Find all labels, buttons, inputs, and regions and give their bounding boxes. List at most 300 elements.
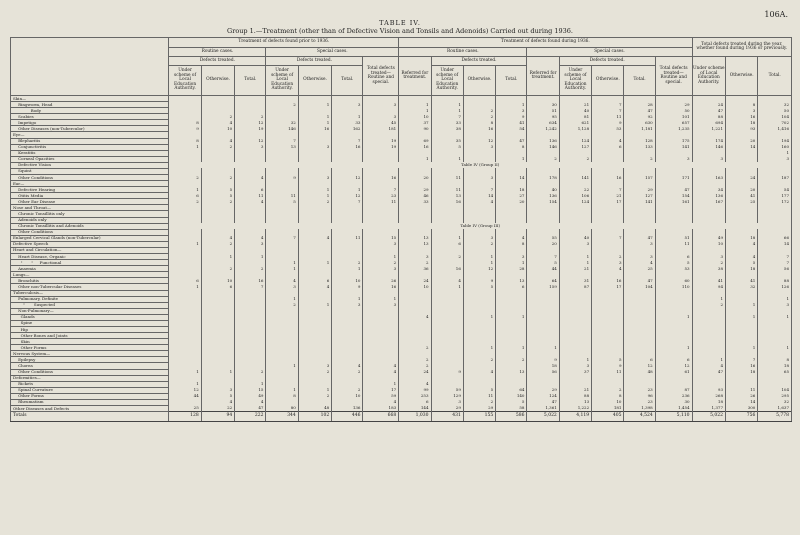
table-cell: 9 [463, 278, 495, 284]
table-cell: 47 [624, 235, 655, 241]
table-cell: 58 [496, 405, 527, 411]
table-cell: 146 [527, 144, 559, 150]
table-cell: 88 [692, 114, 725, 120]
table-cell: 3 [298, 144, 331, 150]
row-label: Heart and Circulation— [11, 247, 169, 253]
table-cell: 1 [169, 241, 201, 247]
table-cell: 2 [399, 260, 431, 266]
table-cell: 24 [726, 175, 758, 181]
table-cell: 11 [592, 369, 624, 375]
table-cell: 3 [559, 241, 591, 247]
table-cell: 127 [624, 193, 655, 199]
table-cell: 17 [363, 387, 399, 393]
table-cell: 3 [692, 156, 725, 162]
table-cell: 13 [399, 235, 431, 241]
table-cell: 6 [592, 144, 624, 150]
table-cell: 1 [496, 314, 527, 320]
table-cell: 1 [726, 345, 758, 351]
table-cell: 28 [624, 102, 655, 108]
table-cell: 141 [624, 199, 655, 205]
table-cell: 3 [463, 175, 495, 181]
row-label: Chorea [11, 363, 169, 369]
table-cell: 1 [363, 254, 399, 260]
table-cell: 12 [169, 387, 201, 393]
totals-cell: 1,030 [399, 412, 431, 422]
table-cell: 32 [758, 102, 792, 108]
page-number: 106A. [764, 10, 788, 19]
table-cell: 1 [758, 314, 792, 320]
table-cell: 1 [266, 266, 298, 272]
header-otherwise-4: Otherwise. [592, 66, 624, 96]
table-cell: 1,637 [758, 405, 792, 411]
table-cell: 96 [624, 393, 655, 399]
table-cell: 6 [496, 284, 527, 290]
table-cell: 1 [692, 357, 725, 363]
table-cell: 1 [692, 296, 725, 302]
table-cell: 22 [559, 187, 591, 193]
table-cell: 2 [399, 345, 431, 351]
row-span-note: Table IV (Group III) [169, 223, 792, 229]
table-cell: 4 [592, 266, 624, 272]
table-cell: 17 [592, 284, 624, 290]
table-cell: 21 [592, 193, 624, 199]
totals-cell: 5,022 [692, 412, 725, 422]
table-cell: 7 [592, 187, 624, 193]
table-cell: 2 [235, 266, 266, 272]
row-label: Chronic Tonsillitis only [11, 211, 169, 217]
totals-row [11, 412, 792, 422]
table-cell: 3 [758, 156, 792, 162]
totals-label: Totals [11, 412, 169, 422]
table-cell: 2 [399, 363, 431, 369]
table-cell: 12 [463, 138, 495, 144]
table-cell: 157 [624, 175, 655, 181]
table-cell: 8 [496, 241, 527, 247]
table-cell: 61 [655, 369, 692, 375]
table-cell: 295 [758, 393, 792, 399]
table-cell: 87 [559, 284, 591, 290]
row-label: Spinal Curvature [11, 387, 169, 393]
row-label: Scabies [11, 114, 169, 120]
table-cell: 1 [463, 260, 495, 266]
table-cell: 9 [431, 369, 463, 375]
table-cell: 181 [363, 126, 399, 132]
table-cell: 1 [527, 345, 559, 351]
table-cell: 47 [624, 108, 655, 114]
row-label: Corneal Opacities [11, 156, 169, 162]
table-cell: 29 [527, 387, 559, 393]
table-cell: 11 [332, 235, 363, 241]
table-cell: 9 [266, 175, 298, 181]
table-cell: 2 [463, 114, 495, 120]
table-cell: 7 [431, 114, 463, 120]
table-cell: 2 [235, 369, 266, 375]
table-cell: 23 [624, 399, 655, 405]
table-cell: 10 [399, 114, 431, 120]
table-cell: 2 [463, 241, 495, 247]
table-cell: 9 [496, 114, 527, 120]
table-cell: 154 [655, 193, 692, 199]
table-cell: 4 [201, 120, 234, 126]
table-cell: 4 [726, 241, 758, 247]
row-label: Tuberculosis— [11, 290, 169, 296]
table-cell: 2 [431, 254, 463, 260]
table-cell: 1,128 [559, 126, 591, 132]
table-cell: 194 [758, 138, 792, 144]
table-cell: 1 [332, 114, 363, 120]
table-cell: 2 [399, 357, 431, 363]
table-cell: 1 [298, 120, 331, 126]
table-cell: 1 [431, 235, 463, 241]
table-cell: 53 [655, 266, 692, 272]
table-cell: 1 [496, 102, 527, 108]
table-cell: 9 [592, 120, 624, 126]
table-cell: 37 [399, 120, 431, 126]
table-cell: 6 [169, 193, 201, 199]
table-cell: 16 [332, 144, 363, 150]
table-cell: 9 [169, 126, 201, 132]
table-cell: 21 [559, 266, 591, 272]
table-cell: 16 [399, 144, 431, 150]
table-cell: 11 [592, 114, 624, 120]
table-cell: 25 [624, 266, 655, 272]
table-cell: 1 [463, 345, 495, 351]
table-cell: 26 [726, 393, 758, 399]
table-cell: 183 [363, 405, 399, 411]
table-cell: 3 [332, 302, 363, 308]
row-label: Chronic Tonsillitis and Adenoids [11, 223, 169, 229]
table-cell: 54 [496, 126, 527, 132]
table-cell: 16 [726, 363, 758, 369]
totals-cell: 344 [266, 412, 298, 422]
table-cell: 24 [399, 278, 431, 284]
table-cell: 1 [363, 381, 399, 387]
header-under-scheme-5: Under scheme of Local Education Authority. [692, 57, 725, 96]
table-cell: 1,416 [758, 126, 792, 132]
table-cell: 174 [692, 138, 725, 144]
table-cell: 12 [332, 175, 363, 181]
table-cell: 3 [201, 387, 234, 393]
table-cell: 621 [559, 120, 591, 126]
table-cell: 1,361 [527, 405, 559, 411]
table-cell: 144 [399, 405, 431, 411]
table-cell: 88 [559, 393, 591, 399]
table-cell: 124 [527, 393, 559, 399]
table-cell: 1 [266, 260, 298, 266]
totals-cell: 5,778 [758, 412, 792, 422]
table-cell: 694 [692, 120, 725, 126]
header-otherwise-3: Otherwise. [463, 66, 495, 96]
table-cell: 49 [692, 235, 725, 241]
totals-cell: 94 [201, 412, 234, 422]
table-cell: 4 [463, 199, 495, 205]
row-label: Pulmonary, Definite [11, 296, 169, 302]
table-cell: 16 [363, 284, 399, 290]
header-during-routine: Routine cases. [399, 48, 527, 57]
table-cell: 6 [298, 278, 331, 284]
table-cell: 5 [655, 260, 692, 266]
table-cell: 141 [559, 175, 591, 181]
table-cell: 8 [726, 102, 758, 108]
table-cell: 6 [655, 357, 692, 363]
table-cell: 3 [655, 156, 692, 162]
table-cell: 101 [655, 114, 692, 120]
table-cell: 1 [266, 363, 298, 369]
table-cell: 16 [726, 114, 758, 120]
table-cell: 7 [592, 102, 624, 108]
table-cell: 35 [431, 138, 463, 144]
table-cell: 11 [726, 387, 758, 393]
table-cell: 12 [332, 193, 363, 199]
table-cell: 1 [726, 314, 758, 320]
table-cell: 18 [726, 369, 758, 375]
table-cell: 36 [399, 266, 431, 272]
table-cell: 7 [527, 254, 559, 260]
table-cell: 1 [463, 314, 495, 320]
table-cell: 8 [463, 120, 495, 126]
table-cell: 1 [169, 144, 201, 150]
row-label: Other Forms [11, 393, 169, 399]
header-prior-special: Special cases. [266, 48, 399, 57]
table-cell: 2 [592, 254, 624, 260]
table-cell: 14 [496, 175, 527, 181]
table-cell: 253 [399, 393, 431, 399]
table-cell: 1,454 [655, 405, 692, 411]
table-cell: 11 [463, 393, 495, 399]
table-cell: 1 [431, 156, 463, 162]
table-cell: 7 [332, 199, 363, 205]
table-cell: 41 [496, 120, 527, 126]
table-cell: 12 [655, 363, 692, 369]
table-cell: 13 [266, 144, 298, 150]
table-cell: 47 [235, 405, 266, 411]
table-cell: 141 [655, 144, 692, 150]
table-cell: 30 [655, 399, 692, 405]
table-cell: 1 [758, 345, 792, 351]
table-cell: 93 [726, 126, 758, 132]
totals-cell: 4,524 [624, 412, 655, 422]
table-cell: 33 [332, 120, 363, 126]
table-cell: 2 [527, 156, 559, 162]
row-label: Squint [11, 168, 169, 174]
table-cell: 7 [463, 187, 495, 193]
table-cell: 5 [201, 193, 234, 199]
table-cell: 6 [624, 357, 655, 363]
table-cell: 4 [726, 254, 758, 260]
table-cell: 4 [201, 399, 234, 405]
table-cell: 7 [266, 138, 298, 144]
table-cell: 47 [527, 399, 559, 405]
table-cell: 4 [399, 381, 431, 387]
table-cell: 236 [655, 393, 692, 399]
table-cell: 6 [431, 241, 463, 247]
table-cell: 2 [235, 114, 266, 120]
table-cell: 1 [496, 345, 527, 351]
row-label: Enlarged Cervical Glands (non-Tubercular) [11, 235, 169, 241]
table-cell: 7 [726, 357, 758, 363]
table-cell: 4 [201, 235, 234, 241]
table-cell: 129 [431, 393, 463, 399]
table-cell: 2 [363, 260, 399, 266]
totals-cell: 5,110 [655, 412, 692, 422]
table-cell: 21 [559, 387, 591, 393]
table-cell: 4 [363, 399, 399, 405]
table-cell: 3 [592, 260, 624, 266]
table-cell: 14 [726, 144, 758, 150]
table-cell: 2 [298, 369, 331, 375]
table-cell: 2 [298, 199, 331, 205]
header-total-4: Total. [624, 66, 655, 96]
table-cell: 4 [399, 314, 431, 320]
table-cell: 136 [527, 193, 559, 199]
table-cell: 12 [235, 138, 266, 144]
table-cell: 4 [235, 175, 266, 181]
table-cell: 19 [235, 126, 266, 132]
table-cell: 56 [758, 266, 792, 272]
table-cell: 7 [332, 138, 363, 144]
table-cell: 50 [758, 108, 792, 114]
table-body [11, 96, 792, 422]
table-cell: 1 [201, 369, 234, 375]
table-cell: 10 [201, 126, 234, 132]
table-cell: 12 [624, 363, 655, 369]
table-cell: 1 [298, 193, 331, 199]
table-cell: 19 [363, 138, 399, 144]
table-cell: 5 [431, 144, 463, 150]
table-cell: 92 [624, 114, 655, 120]
table-cell: 159 [527, 284, 559, 290]
table-cell: 136 [527, 138, 559, 144]
table-cell: 29 [431, 405, 463, 411]
table-cell: 1 [431, 284, 463, 290]
table-cell: 175 [655, 138, 692, 144]
table-cell: 94 [692, 284, 725, 290]
table-cell: 1 [463, 254, 495, 260]
table-cell: 10 [332, 278, 363, 284]
table-cell: 4 [266, 278, 298, 284]
table-cell: 87 [655, 387, 692, 393]
table-cell: 154 [527, 199, 559, 205]
table-cell: 18 [726, 120, 758, 126]
row-label: Blepharitis [11, 138, 169, 144]
table-cell: 24 [399, 369, 431, 375]
table-cell: 95 [527, 114, 559, 120]
table-cell: 9 [527, 357, 559, 363]
row-label: Impetigo [11, 120, 169, 126]
table-cell: 8 [169, 120, 201, 126]
table-cell: 2 [169, 175, 201, 181]
table-cell: 11 [363, 199, 399, 205]
table-cell: 33 [399, 199, 431, 205]
table-cell: 1 [169, 284, 201, 290]
table-cell: 177 [758, 193, 792, 199]
table-cell: 3 [431, 399, 463, 405]
table-cell: 14 [758, 241, 792, 247]
table-cell: 18 [527, 363, 559, 369]
table-cell: 162 [332, 126, 363, 132]
row-label: Heart Disease, Organic [11, 254, 169, 260]
table-cell: 2 [201, 175, 234, 181]
table-title: TABLE IV. [379, 19, 421, 27]
table-cell: 26 [363, 278, 399, 284]
table-cell: 7 [592, 235, 624, 241]
table-cell: 59 [431, 387, 463, 393]
header-under-scheme-4: Under scheme of Local Education Authority. [559, 66, 591, 96]
table-cell: 300 [726, 405, 758, 411]
table-cell: 16 [363, 175, 399, 181]
header-total-3: Total. [496, 66, 527, 96]
row-label: Deformities— [11, 375, 169, 381]
table-cell: 17 [592, 199, 624, 205]
table-cell: 10 [592, 399, 624, 405]
table-cell: 64 [496, 387, 527, 393]
table-cell: 6 [201, 284, 234, 290]
table-cell: 126 [758, 284, 792, 290]
table-cell: 3 [298, 175, 331, 181]
table-cell: 128 [624, 138, 655, 144]
table-cell: 1 [559, 357, 591, 363]
table-cell: 1,242 [527, 126, 559, 132]
table-cell: 2 [332, 387, 363, 393]
table-cell: 3 [399, 254, 431, 260]
table-cell: 1 [169, 187, 201, 193]
table-cell: 48 [624, 369, 655, 375]
table-cell: 3 [363, 102, 399, 108]
header-total-defects: Total defects treated— Routine and special. [363, 57, 399, 96]
row-label: Adenoids only [11, 217, 169, 223]
table-cell: 2 [692, 260, 725, 266]
row-label: Skin— [11, 96, 169, 102]
row-label: Nervous System— [11, 351, 169, 357]
table-cell: 1 [298, 114, 331, 120]
table-cell: 59 [363, 393, 399, 399]
table-cell: 3 [496, 254, 527, 260]
table-cell: 7 [363, 187, 399, 193]
table-cell: 29 [655, 102, 692, 108]
table-cell: 3 [758, 302, 792, 308]
table-cell: 146 [692, 144, 725, 150]
table-cell: 12 [235, 120, 266, 126]
table-cell: 40 [527, 187, 559, 193]
row-label: Skin [11, 339, 169, 345]
table-cell: 1 [298, 260, 331, 266]
table-cell: 3 [624, 241, 655, 247]
table-cell: 1 [431, 102, 463, 108]
table-cell: 6 [235, 187, 266, 193]
table-cell: 51 [527, 108, 559, 114]
table-cell: 20 [527, 241, 559, 247]
row-label: Other Ear Disease [11, 199, 169, 205]
table-cell: 14 [726, 399, 758, 405]
table-cell: 16 [431, 266, 463, 272]
table-cell: 11 [235, 193, 266, 199]
table-cell: 4 [298, 284, 331, 290]
table-cell: 5 [463, 284, 495, 290]
header-defects-treated-1: Defects treated. [169, 57, 266, 66]
table-cell: 3 [726, 108, 758, 114]
table-cell: 25 [169, 405, 201, 411]
table-cell: 66 [758, 235, 792, 241]
table-cell: 1,398 [624, 405, 655, 411]
row-label: Defective Speech [11, 241, 169, 247]
table-cell: 56 [527, 369, 559, 375]
header-defects-treated-2: Defects treated. [266, 57, 363, 66]
table-cell: 27 [496, 193, 527, 199]
row-label: Lungs— [11, 272, 169, 278]
table-cell: 1,181 [624, 126, 655, 132]
header-referred-1: Referred for treatment. [399, 57, 431, 96]
table-cell: 106 [559, 193, 591, 199]
